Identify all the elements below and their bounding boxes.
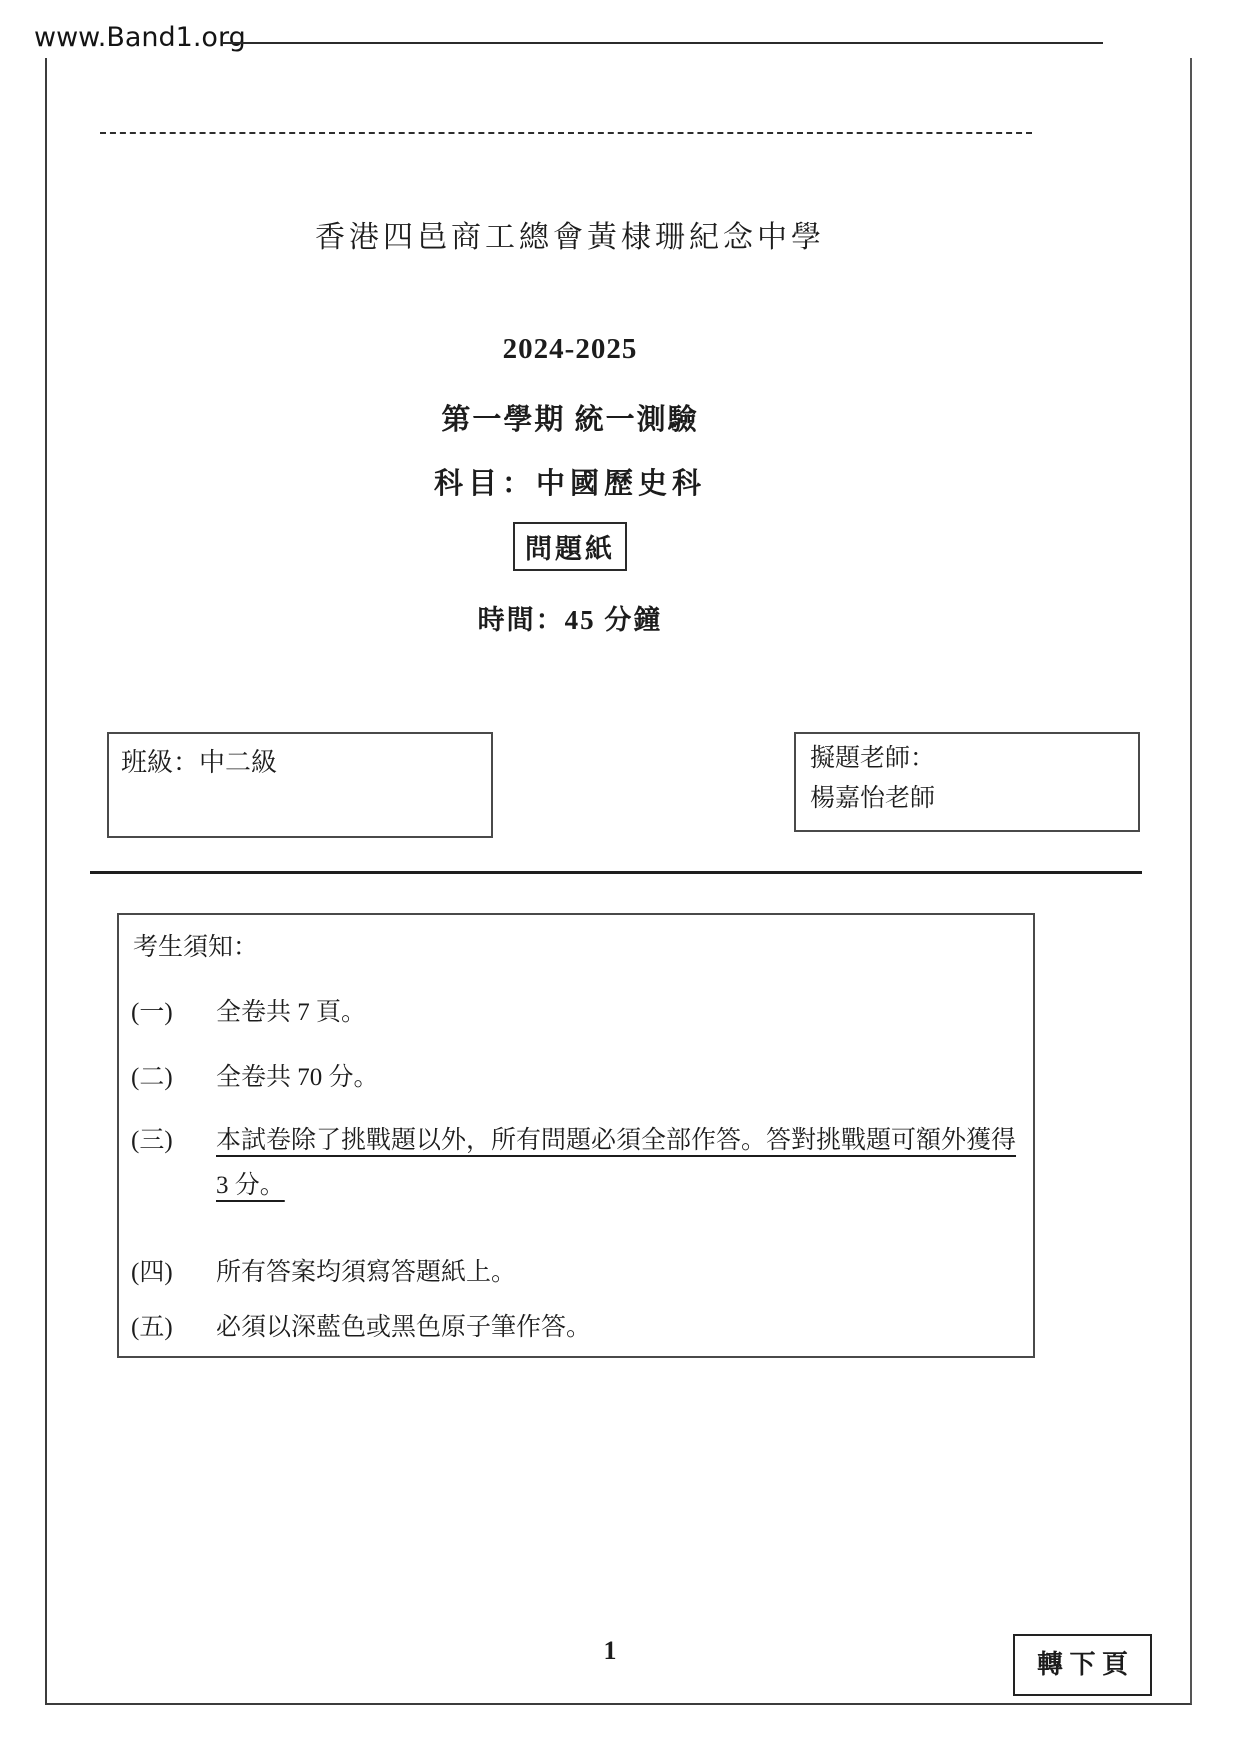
notice-item-2 xyxy=(131,1061,1019,1094)
notice-item-5 xyxy=(131,1311,1019,1344)
notice-number: (一) xyxy=(131,999,173,1026)
duration-line: 時間：45 分鐘 xyxy=(477,605,663,635)
notice-item-4 xyxy=(131,1256,1019,1289)
notice-text: 全卷共 7 頁。 xyxy=(216,999,367,1026)
dashed-separator xyxy=(100,132,1032,134)
term-title: 第一學期 統一測驗 xyxy=(441,404,699,436)
notice-number: (二) xyxy=(131,1064,173,1091)
notice-title: 考生須知： xyxy=(133,934,259,961)
notice-number: (四) xyxy=(131,1259,173,1286)
setter-label: 擬題老師： xyxy=(810,745,936,772)
notice-number: (五) xyxy=(131,1314,173,1341)
school-year: 2024-2025 xyxy=(502,333,638,365)
paper-type-box: 問題紙 xyxy=(513,522,627,571)
subject-line: 科目：中國歷史科 xyxy=(433,468,706,500)
notice-text: 必須以深藍色或黑色原子筆作答。 xyxy=(216,1314,592,1341)
notice-text: 所有答案均須寫答題紙上。 xyxy=(216,1259,517,1286)
section-divider xyxy=(90,871,1142,874)
notice-number: (三) xyxy=(131,1127,173,1154)
paper-type-wrapper xyxy=(0,522,1140,571)
notice-text-underlined xyxy=(216,1124,1019,1202)
candidate-notice-box xyxy=(117,913,1035,1358)
class-label: 班級：中二級 xyxy=(121,748,278,777)
notice-text: 全卷共 70 分。 xyxy=(216,1064,379,1091)
page-frame-border xyxy=(45,58,1192,1705)
site-watermark: www.Band1.org xyxy=(34,22,246,53)
notice-text-line1: 本試卷除了挑戰題以外，所有問題必須全部作答。答對挑戰題可額外獲得 xyxy=(216,1127,1017,1154)
next-page-box: 轉 下 頁 xyxy=(1013,1634,1152,1696)
notice-text-line2: 3 分。 xyxy=(216,1172,285,1199)
watermark-rule xyxy=(223,42,1103,44)
school-name: 香港四邑商工總會黃棣珊紀念中學 xyxy=(315,221,825,254)
page-number: 1 xyxy=(603,1636,617,1665)
class-box xyxy=(107,732,493,838)
notice-item-3 xyxy=(131,1124,1019,1202)
setter-name: 楊嘉怡老師 xyxy=(810,785,936,812)
setter-box xyxy=(794,732,1140,832)
notice-item-1 xyxy=(131,996,1019,1029)
